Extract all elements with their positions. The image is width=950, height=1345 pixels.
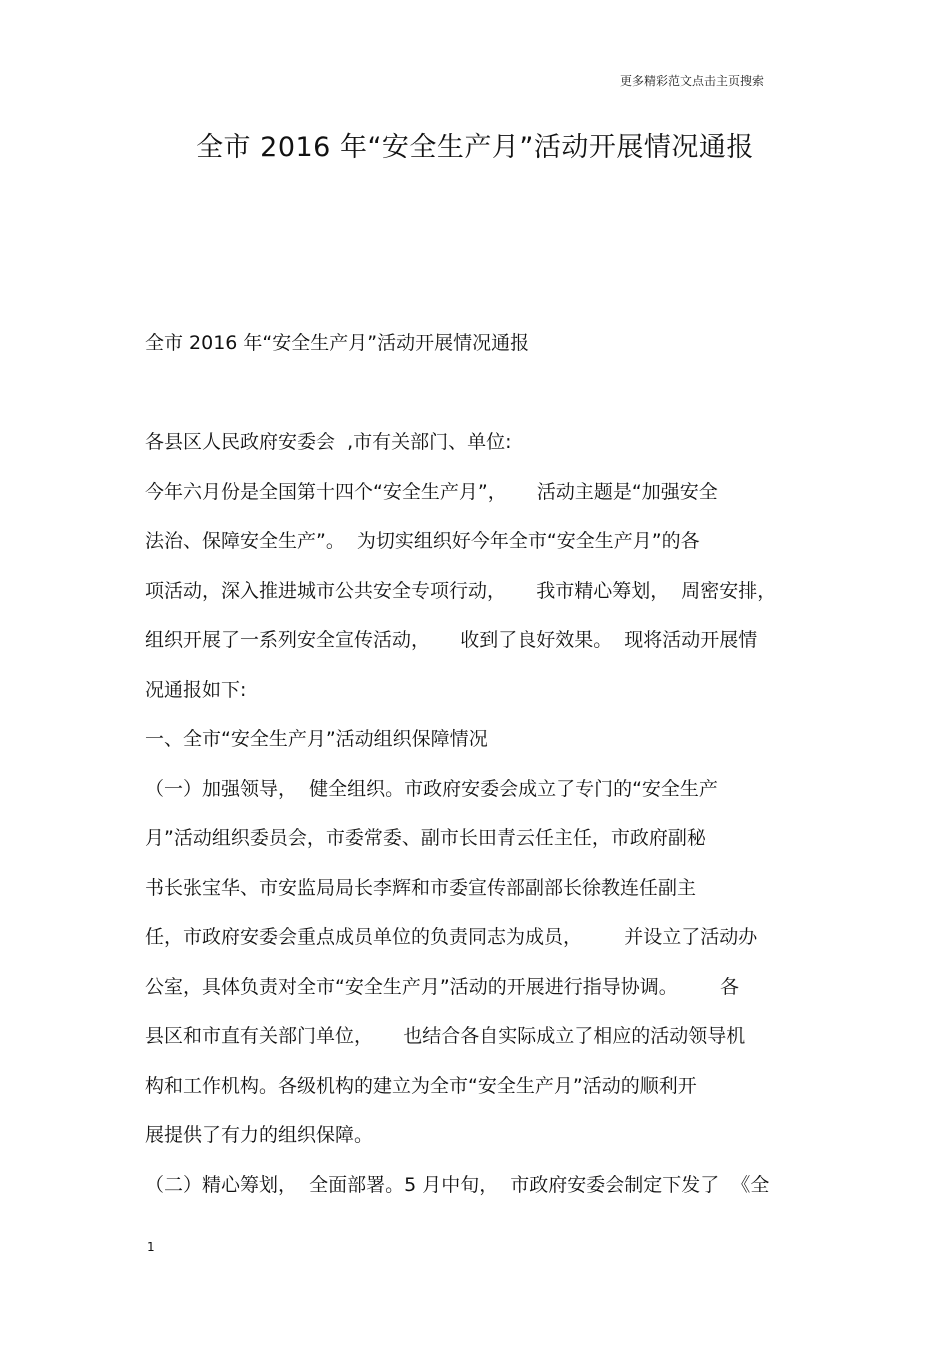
document-subtitle: 全市 2016 年“安全生产月”活动开展情况通报 bbox=[145, 332, 530, 354]
body-line: 月”活动组织委员会，市委常委、副市长田青云任主任，市政府副秘 bbox=[145, 827, 706, 849]
body-line: （一）加强领导， 健全组织。市政府安委会成立了专门的“安全生产 bbox=[145, 777, 718, 800]
body-line: 法治、保障安全生产”。 为切实组织好今年全市“安全生产月”的各 bbox=[145, 530, 700, 552]
body-line: 任，市政府安委会重点成员单位的负责同志为成员， 并设立了活动办 bbox=[145, 926, 758, 948]
body-line-salutation: 各县区人民政府安委会 ,市有关部门、单位: bbox=[145, 431, 512, 453]
body-line: 书长张宝华、市安监局局长李辉和市委宣传部副部长徐教连任副主 bbox=[145, 876, 697, 899]
document-body bbox=[145, 425, 810, 1217]
body-line: 况通报如下: bbox=[145, 678, 247, 701]
body-line: 组织开展了一系列安全宣传活动， 收到了良好效果。 现将活动开展情 bbox=[145, 629, 758, 651]
body-line: 展提供了有力的组织保障。 bbox=[145, 1124, 374, 1146]
body-line: 县区和市直有关部门单位， 也结合各自实际成立了相应的活动领导机 bbox=[145, 1025, 746, 1047]
document-title: 全市 2016 年“安全生产月”活动开展情况通报 bbox=[196, 132, 754, 163]
body-line: 今年六月份是全国第十四个“安全生产月”， 活动主题是“加强安全 bbox=[145, 480, 718, 503]
body-line: 构和工作机构。各级机构的建立为全市“安全生产月”活动的顺利开 bbox=[145, 1074, 697, 1097]
body-line: 项活动，深入推进城市公共安全专项行动， 我市精心筹划， 周密安排， bbox=[145, 579, 777, 602]
body-line: （二）精心筹划， 全面部署。5 月中旬， 市政府安委会制定下发了 《全 bbox=[145, 1173, 770, 1196]
header-note: 更多精彩范文点击主页搜索 bbox=[620, 74, 765, 88]
section-heading-1: 一、全市“安全生产月”活动组织保障情况 bbox=[145, 728, 488, 750]
page-number: 1 bbox=[147, 1240, 155, 1254]
body-line: 公室，具体负责对全市“安全生产月”活动的开展进行指导协调。 各 bbox=[145, 975, 739, 998]
